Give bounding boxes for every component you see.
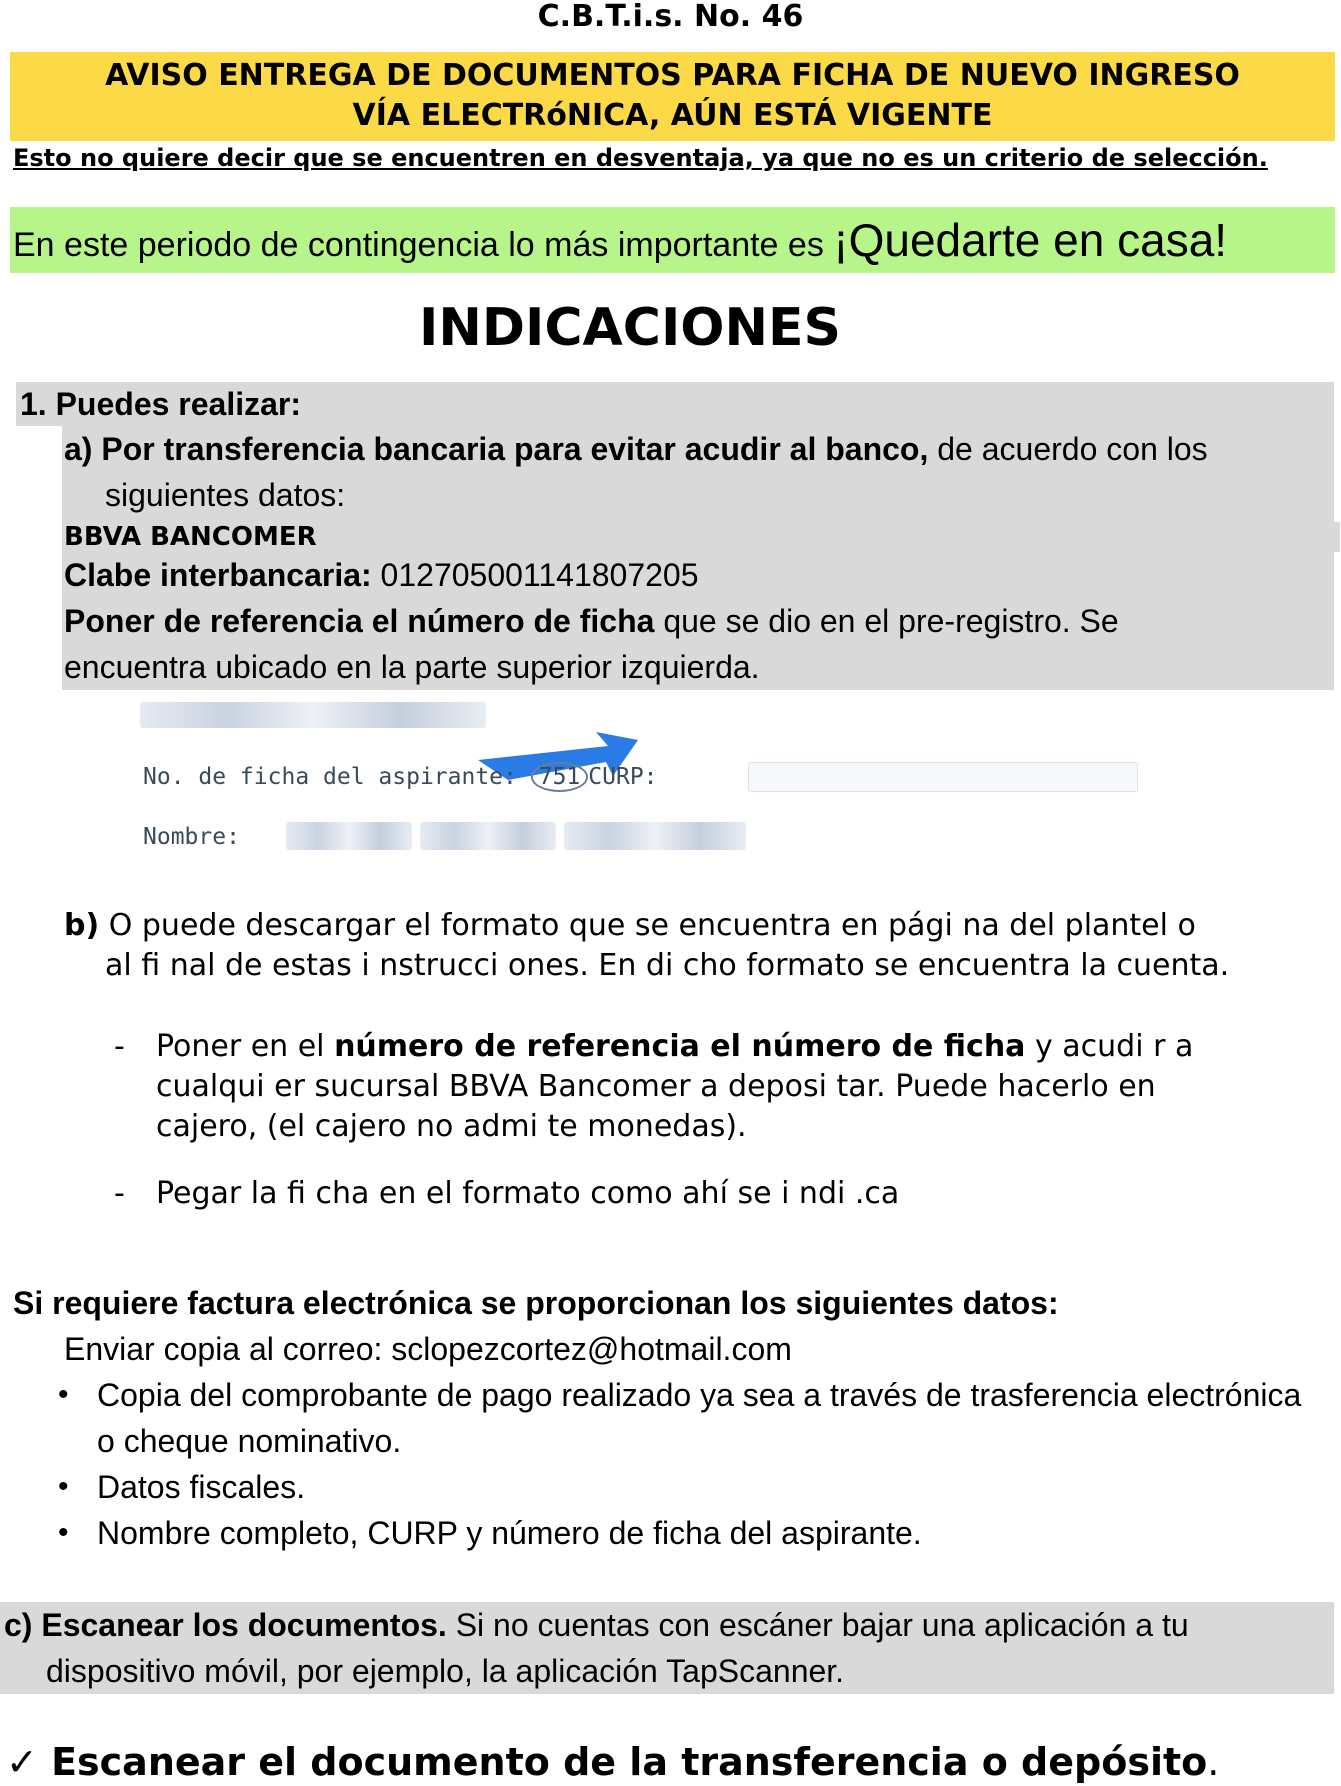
name-label: Nombre: bbox=[143, 824, 240, 850]
option-b-line1 bbox=[64, 906, 1196, 946]
clabe-value: 012705001141807205 bbox=[371, 557, 699, 593]
final-instruction bbox=[6, 1738, 1219, 1786]
dash2-text: Pegar la fi cha en el formato como ahí se i ndi .ca bbox=[156, 1176, 900, 1211]
option-c-bold: Escanear los documentos. bbox=[41, 1607, 447, 1643]
option-c-line2: dispositivo móvil, por ejemplo, la aplicación TapScanner. bbox=[46, 1653, 845, 1689]
section1-heading: 1. Puedes realizar: bbox=[20, 386, 302, 422]
blurred-name-2 bbox=[420, 822, 556, 850]
option-a-line2: siguientes datos: bbox=[105, 477, 346, 513]
checkmark-icon: ✓ bbox=[6, 1740, 38, 1784]
contingency-text bbox=[13, 212, 1227, 273]
option-a-line1 bbox=[64, 426, 1208, 472]
final-bold: Escanear el documento de la transferencia o depósito bbox=[51, 1740, 1208, 1784]
ficha-value: 751 bbox=[531, 762, 589, 792]
option-b-label: b) bbox=[64, 908, 100, 943]
bank-name: BBVA BANCOMER bbox=[64, 522, 317, 552]
option-b-text: O puede descargar el formato que se encuentra en pági na del plantel o bbox=[108, 908, 1196, 943]
dash-1: - bbox=[114, 1029, 125, 1064]
option-c-line1 bbox=[4, 1602, 1189, 1648]
reference-bold: Poner de referencia el número de ficha bbox=[64, 603, 655, 639]
final-dot: . bbox=[1207, 1740, 1220, 1784]
dash1-line2: cualqui er sucursal BBVA Bancomer a deposi tar. Puede hacerlo en bbox=[156, 1069, 1156, 1104]
reference-line1 bbox=[64, 598, 1119, 644]
bullet-icon: • bbox=[58, 1470, 69, 1503]
factura-item-3: Nombre completo, CURP y número de ficha del aspirante. bbox=[97, 1515, 922, 1551]
dash1-pre: Poner en el bbox=[156, 1029, 335, 1064]
option-c-label: c) bbox=[4, 1607, 33, 1643]
clabe-line bbox=[64, 552, 699, 598]
dash1-post: y acudi r a bbox=[1025, 1029, 1194, 1064]
dash1-bold: número de referencia el número de ficha bbox=[334, 1029, 1026, 1064]
factura-item-2: Datos fiscales. bbox=[97, 1469, 306, 1505]
contingency-message: En este periodo de contingencia lo más importante es bbox=[13, 226, 834, 264]
clabe-label: Clabe interbancaria: bbox=[64, 557, 372, 593]
blurred-date bbox=[140, 702, 486, 728]
dash-2: - bbox=[114, 1176, 125, 1211]
option-a-bold: Por transferencia bancaria para evitar acudir al banco, bbox=[101, 431, 929, 467]
ficha-label: No. de ficha del aspirante: bbox=[143, 764, 517, 790]
page-title: INDICACIONES bbox=[419, 298, 841, 358]
option-a-label: a) bbox=[64, 431, 93, 467]
notice-title bbox=[10, 56, 1335, 136]
factura-email: Enviar copia al correo: sclopezcortez@hotmail.com bbox=[64, 1331, 792, 1367]
option-c-rest: Si no cuentas con escáner bajar una aplicación a tu bbox=[446, 1607, 1189, 1643]
dash1-line3: cajero, (el cajero no admi te monedas). bbox=[156, 1109, 747, 1144]
blurred-name-3 bbox=[564, 822, 746, 850]
dash1-line1 bbox=[156, 1027, 1193, 1067]
factura-heading: Si requiere factura electrónica se proporcionan los siguientes datos: bbox=[13, 1285, 1059, 1321]
ficha-line bbox=[143, 764, 658, 790]
option-a-rest: de acuerdo con los bbox=[928, 431, 1208, 467]
school-name: C.B.T.i.s. No. 46 bbox=[537, 0, 804, 34]
bullet-icon: • bbox=[58, 1378, 69, 1411]
reference-line2: encuentra ubicado en la parte superior izquierda. bbox=[64, 649, 760, 685]
option-b-line2: al fi nal de estas i nstrucci ones. En di cho formato se encuentra la cuenta. bbox=[105, 948, 1230, 983]
factura-item-1-line1: Copia del comprobante de pago realizado ya sea a través de trasferencia electrónica bbox=[97, 1377, 1302, 1413]
reference-rest: que se dio en el pre-registro. Se bbox=[654, 603, 1119, 639]
notice-subnote: Esto no quiere decir que se encuentren en desventaja, ya que no es un criterio de selección. bbox=[13, 144, 1268, 172]
notice-line-1: AVISO ENTREGA DE DOCUMENTOS PARA FICHA DE NUEVO INGRESO bbox=[105, 58, 1240, 93]
ficha-snapshot bbox=[138, 700, 1148, 860]
curp-label: CURP: bbox=[588, 764, 658, 790]
blurred-name-1 bbox=[286, 822, 412, 850]
factura-item-1-line2: o cheque nominativo. bbox=[97, 1423, 402, 1459]
notice-line-2: VÍA ELECTRóNICA, AÚN ESTÁ VIGENTE bbox=[352, 98, 993, 133]
bullet-icon: • bbox=[58, 1516, 69, 1549]
contingency-highlight: ¡Quedarte en casa! bbox=[833, 214, 1228, 266]
curp-field bbox=[748, 762, 1138, 792]
